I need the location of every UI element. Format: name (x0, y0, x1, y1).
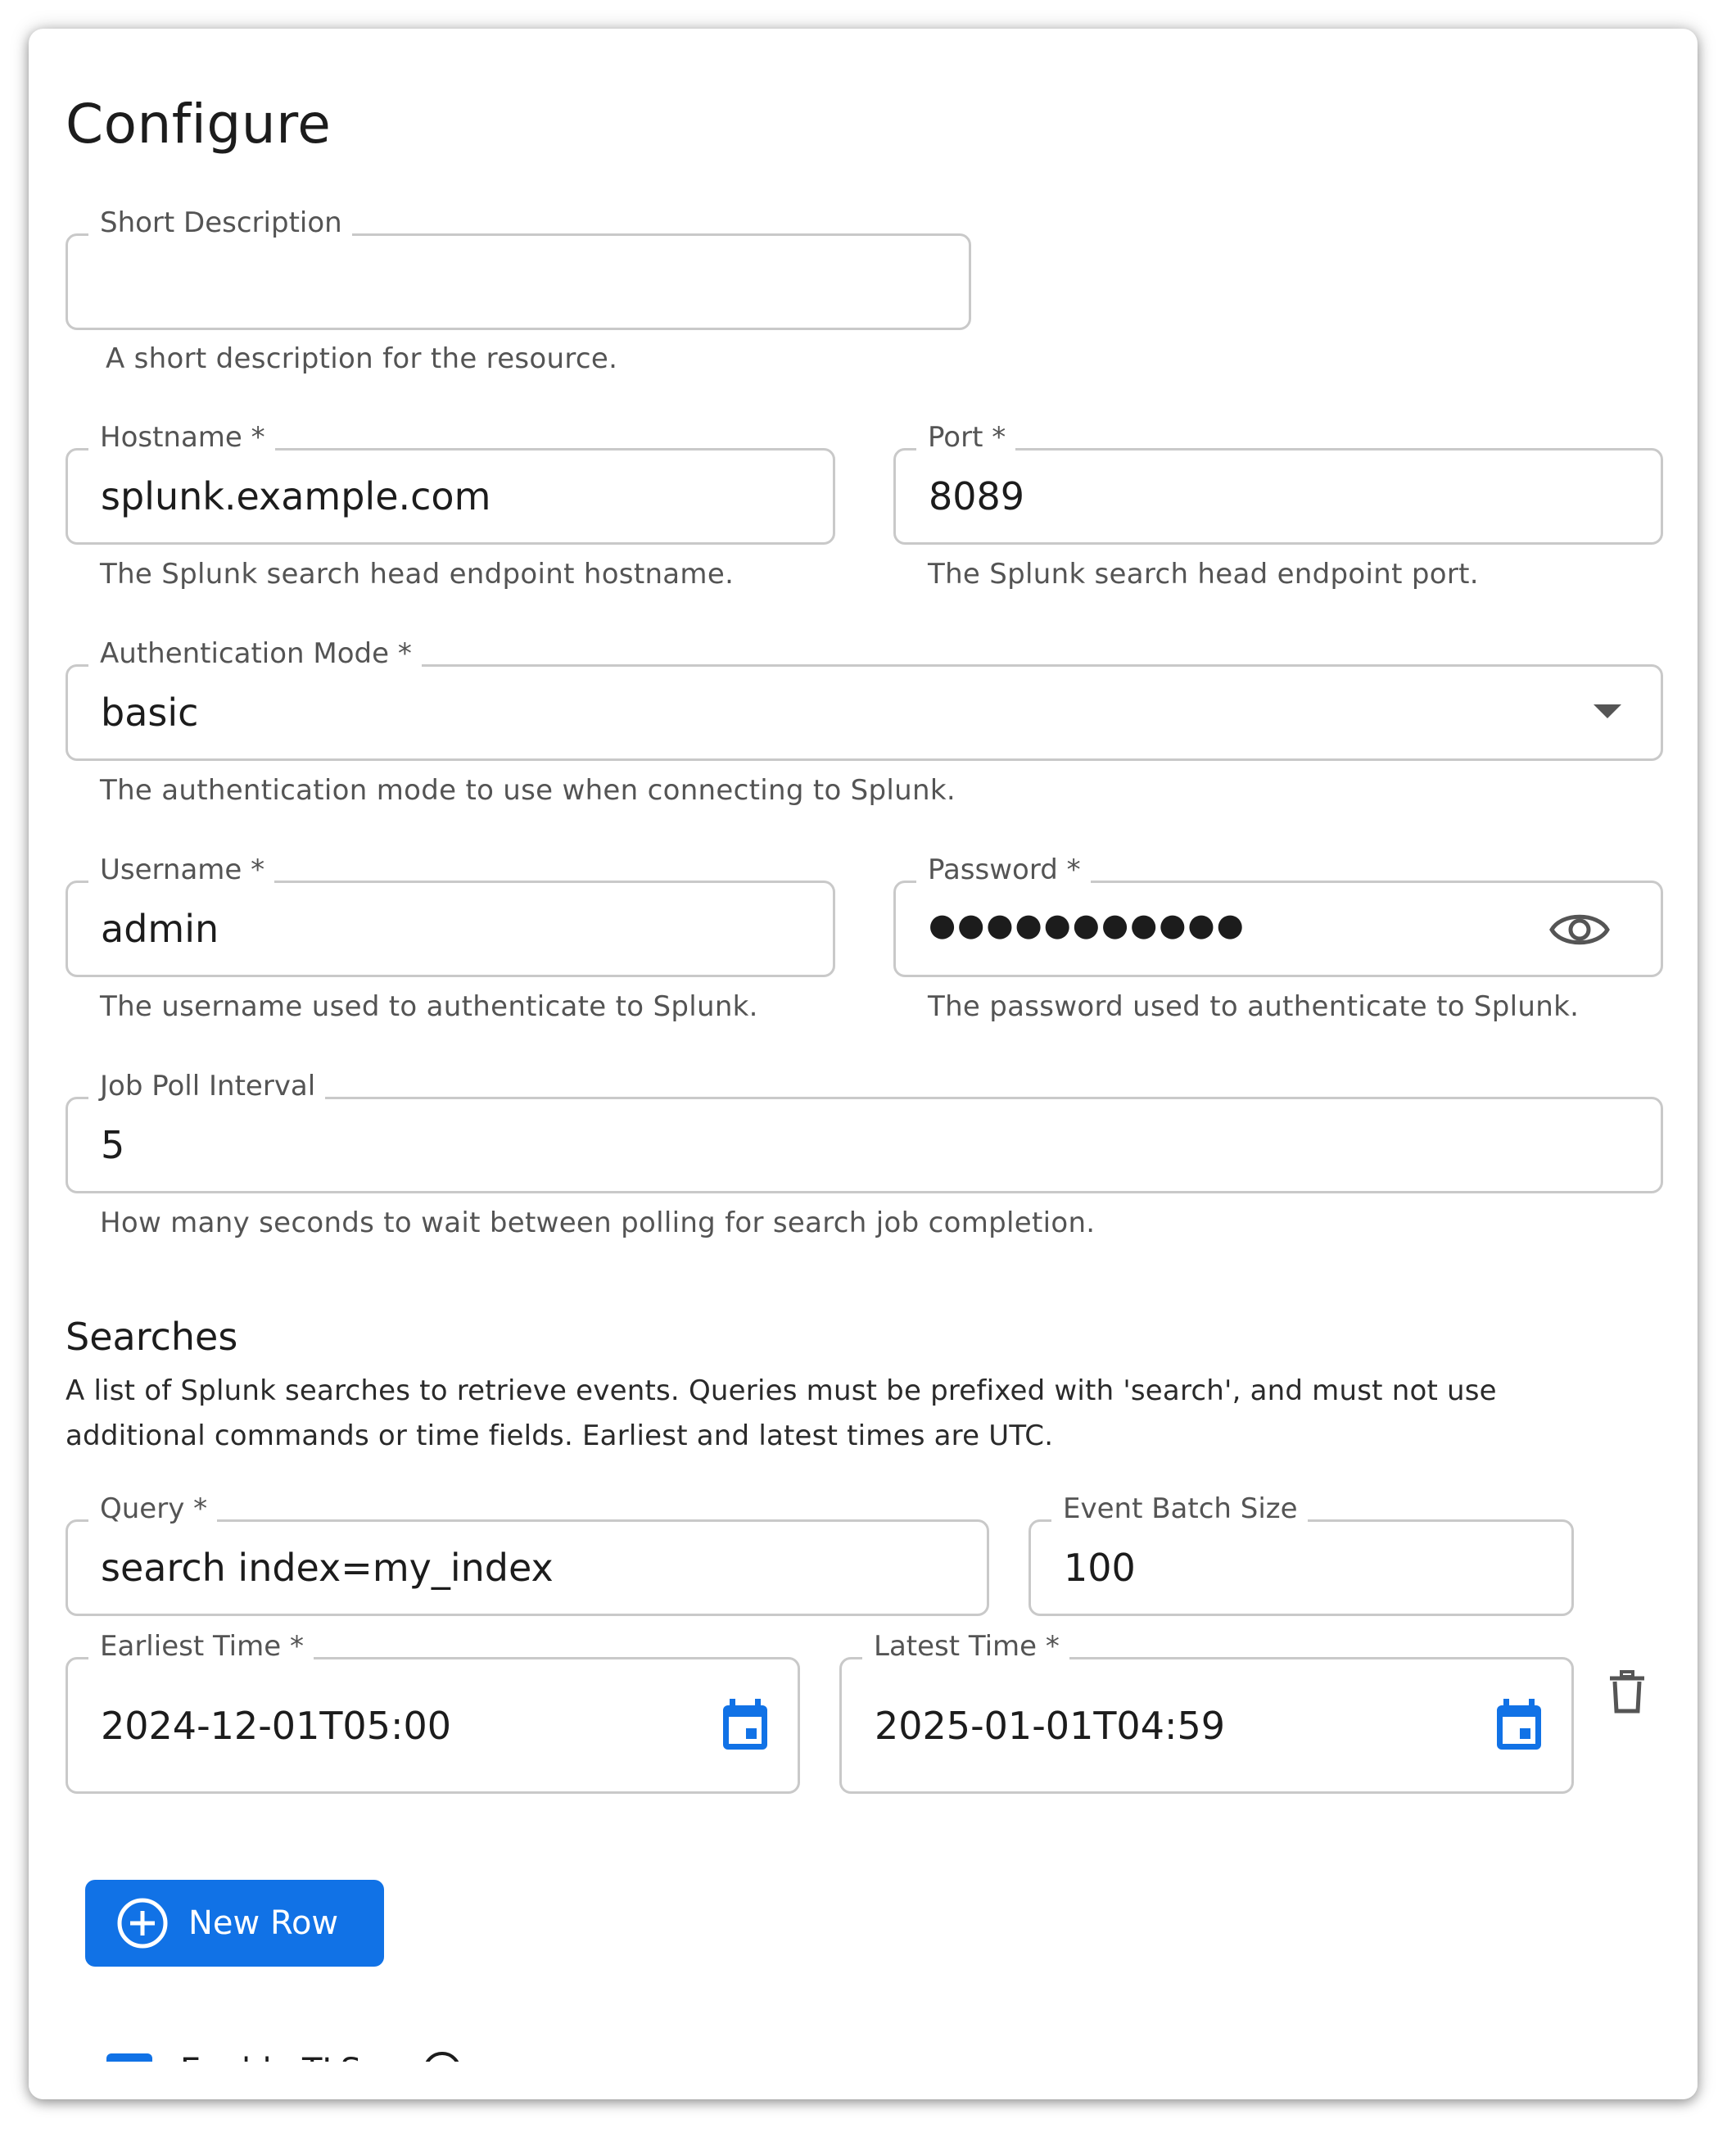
caret-down-icon[interactable] (1591, 700, 1624, 724)
password-helper: The password used to authenticate to Splunk. (928, 990, 1580, 1023)
port-field[interactable] (893, 421, 1663, 545)
configure-card (29, 29, 1698, 2099)
authentication-mode-value: basic (101, 690, 199, 735)
port-label: Port * (916, 421, 1015, 454)
password-field[interactable] (893, 853, 1663, 977)
earliest-time-value: 2024-12-01T05:00 (101, 1704, 451, 1748)
short-description-field[interactable] (66, 206, 971, 330)
job-poll-interval-field[interactable] (66, 1070, 1663, 1193)
earliest-time-field[interactable] (66, 1630, 800, 1794)
latest-time-value: 2025-01-01T04:59 (875, 1704, 1225, 1748)
event-batch-size-value: 100 (1064, 1546, 1136, 1590)
job-poll-interval-label: Job Poll Interval (88, 1070, 325, 1102)
query-label: Query * (88, 1492, 217, 1525)
searches-description: A list of Splunk searches to retrieve events. Queries must be prefixed with 'search', and must not use additional commands or time fields. Earliest and latest times are UTC. (66, 1374, 1497, 1452)
new-row-label: New Row (188, 1904, 339, 1942)
job-poll-interval-helper: How many seconds to wait between polling for search job completion. (100, 1207, 1096, 1239)
event-batch-size-field[interactable] (1028, 1492, 1574, 1616)
latest-time-label: Latest Time * (862, 1630, 1069, 1663)
username-field[interactable] (66, 853, 835, 977)
password-value: ●●●●●●●●●●● (929, 907, 1245, 943)
hostname-helper: The Splunk search head endpoint hostname. (100, 558, 735, 591)
port-value: 8089 (929, 474, 1025, 518)
hostname-value: splunk.example.com (101, 474, 491, 518)
query-field[interactable] (66, 1492, 989, 1616)
new-row-button[interactable] (85, 1880, 384, 1967)
latest-time-field[interactable] (839, 1630, 1574, 1794)
username-helper: The username used to authenticate to Splunk. (100, 990, 758, 1023)
short-description-label: Short Description (88, 206, 352, 239)
hostname-field[interactable] (66, 421, 835, 545)
username-value: admin (101, 907, 219, 951)
earliest-time-label: Earliest Time * (88, 1630, 314, 1663)
trash-icon[interactable] (1605, 1667, 1649, 1718)
job-poll-interval-value: 5 (101, 1123, 125, 1167)
authentication-mode-label: Authentication Mode * (88, 637, 422, 670)
page-title: Configure (66, 93, 332, 156)
event-batch-size-label: Event Batch Size (1051, 1492, 1308, 1525)
port-helper: The Splunk search head endpoint port. (928, 558, 1479, 591)
username-label: Username * (88, 853, 274, 886)
password-label: Password * (916, 853, 1091, 886)
scroll-clip (29, 2062, 1698, 2099)
plus-circle-icon (116, 1897, 169, 1949)
calendar-icon[interactable] (1493, 1697, 1545, 1753)
calendar-icon[interactable] (719, 1697, 771, 1753)
searches-title: Searches (66, 1315, 238, 1359)
authentication-mode-select[interactable] (66, 637, 1663, 761)
hostname-label: Hostname * (88, 421, 275, 454)
short-description-helper: A short description for the resource. (106, 342, 618, 375)
authentication-mode-helper: The authentication mode to use when connecting to Splunk. (100, 774, 956, 807)
eye-icon[interactable] (1547, 901, 1612, 958)
query-value: search index=my_index (101, 1546, 554, 1590)
